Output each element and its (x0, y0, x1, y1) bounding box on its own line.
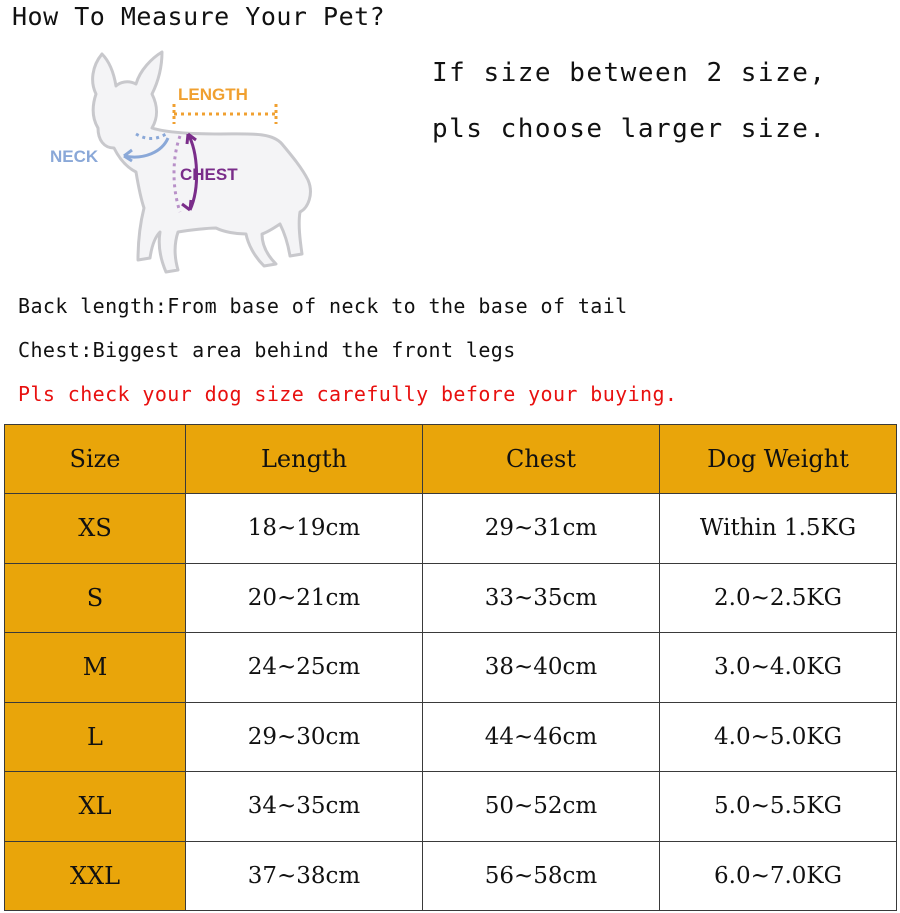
size-cell: XXL (5, 841, 186, 911)
size-chart-table (4, 424, 897, 911)
table-row (5, 841, 897, 911)
length-label: LENGTH (178, 85, 248, 104)
page-title: How To Measure Your Pet? (12, 2, 386, 31)
length-cell: 29~30cm (186, 702, 423, 772)
table-row (5, 702, 897, 772)
chest-cell: 33~35cm (423, 563, 660, 633)
chest-cell: 38~40cm (423, 633, 660, 703)
size-cell: L (5, 702, 186, 772)
table-row (5, 633, 897, 703)
chest-label: CHEST (180, 165, 238, 184)
header-dog-weight: Dog Weight (660, 425, 897, 494)
size-tip-line-2: pls choose larger size. (432, 114, 827, 144)
header-chest: Chest (423, 425, 660, 494)
back-length-note: Back length:From base of neck to the base of tail (18, 294, 628, 318)
weight-cell: 2.0~2.5KG (660, 563, 897, 633)
chest-cell: 56~58cm (423, 841, 660, 911)
weight-cell: Within 1.5KG (660, 494, 897, 564)
length-cell: 37~38cm (186, 841, 423, 911)
size-cell: XS (5, 494, 186, 564)
warning-note: Pls check your dog size carefully before your buying. (18, 382, 678, 406)
weight-cell: 6.0~7.0KG (660, 841, 897, 911)
dog-measurement-diagram (40, 48, 340, 288)
length-cell: 24~25cm (186, 633, 423, 703)
table-row (5, 563, 897, 633)
table-header-row (5, 425, 897, 494)
size-cell: S (5, 563, 186, 633)
chest-cell: 29~31cm (423, 494, 660, 564)
table-row (5, 772, 897, 842)
length-cell: 34~35cm (186, 772, 423, 842)
chest-note: Chest:Biggest area behind the front legs (18, 338, 516, 362)
chest-cell: 44~46cm (423, 702, 660, 772)
table-row (5, 494, 897, 564)
chest-cell: 50~52cm (423, 772, 660, 842)
length-cell: 18~19cm (186, 494, 423, 564)
size-cell: M (5, 633, 186, 703)
weight-cell: 5.0~5.5KG (660, 772, 897, 842)
size-cell: XL (5, 772, 186, 842)
weight-cell: 4.0~5.0KG (660, 702, 897, 772)
header-size: Size (5, 425, 186, 494)
weight-cell: 3.0~4.0KG (660, 633, 897, 703)
dog-outline-illustration (40, 48, 340, 288)
header-length: Length (186, 425, 423, 494)
length-cell: 20~21cm (186, 563, 423, 633)
size-tip-line-1: If size between 2 size, (432, 58, 827, 88)
neck-label: NECK (50, 147, 99, 166)
